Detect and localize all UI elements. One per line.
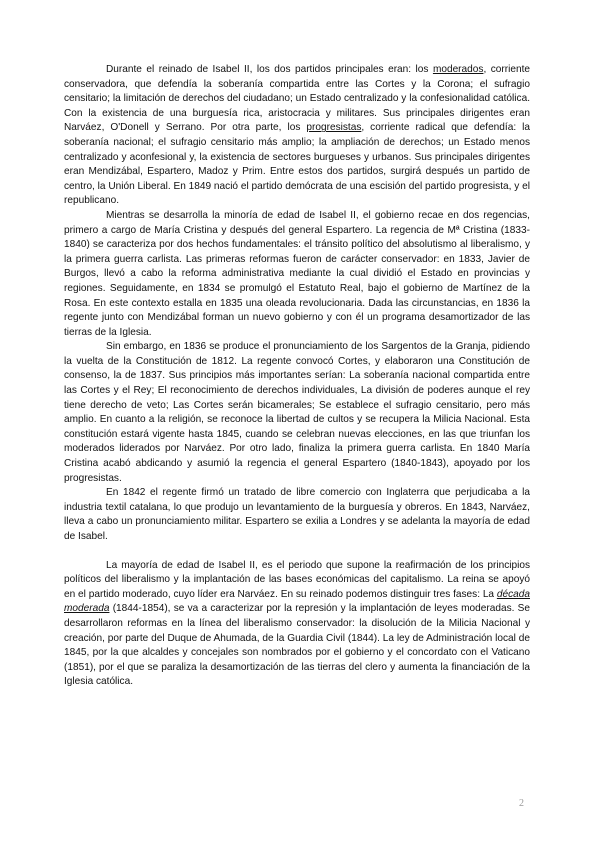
paragraph-parties: Durante el reinado de Isabel II, los dos partidos principales eran: los moderados, corriente conservadora, que defendía la soberanía compartida entre las Cortes y la Corona; el sufragio censitario; la limitación de derechos del ciudadano; un Estado centralizado y la confesionalidad católica. Con la existencia de una burguesía rica, aristocracia y militares. Sus principales dirigentes eran Narváez, O'Donell y Serrano. Por otra parte, los progresistas, corriente radical que defendía: la soberanía nacional; el sufragio censitario más amplio; la ampliación de derechos; un Estado menos centralizado y aconfesional y, la existencia de sectores burgueses y urbanos. Sus principales dirigentes eran Mendizábal, Espartero, Madoz y Prim. Entre estos dos partidos, surgirá después un partido de centro, la Unión Liberal. En 1849 nació el partido demócrata de una escisión del partido progresista, y el republicano. [64,64,530,207]
term-moderados: moderados [432,64,484,75]
term-decada-moderada: década moderada [64,588,530,615]
term-progresistas: progresistas [306,122,362,134]
paragraph-regencies: Mientras se desarrolla la minoría de edad de Isabel II, el gobierno recae en dos regencias, primero a cargo de María Cristina y después del general Espartero. La regencia de Mª Cristina (1833-1840) se caracteriza por dos hechos fundamentales: el tránsito político del absolutismo al liberalismo, y la primera guerra carlista. Las primeras reformas fueron de carácter conservador: en 1833, Javier de Burgos, llevó a cabo la reforma administrativa mediante la cual dividió el Estado en provincias y regiones. Seguidamente, en 1834 se promulgó el Estatuto Real, bajo el gobierno de Martínez de la Rosa. En este contexto estalla en 1835 una oleada revolucionaria. Dada las circunstancias, en 1836 la regente junto con Mendizábal forman un nuevo gobierno y con él un programa desamortizador de las tierras de la Iglesia. [64,209,530,338]
paragraph-mayoria-de-edad: La mayoría de edad de Isabel II, es el periodo que supone la reafirmación de los principios políticos del liberalismo y la implantación de las bases económicas del capitalismo. La reina se apoyó en el partido moderado, cuyo líder era Narváez. En su reinado podemos distinguir tres fases: La década moderada (1844-1854), se va a caracterizar por la represión y la implantación de leyes moderadas. Se desarrollaron reformas en la línea del liberalismo conservador: la disolución de la Milicia Nacional y creación, por parte del Duque de Ahumada, de la Guardia Civil (1844). La ley de Administración local de 1845, por la que alcaldes y concejales son nombrados por el gobierno y el concordato con el Vaticano (1851), por el que se paraliza la desamortización de las tierras del clero y aumenta la financiación de la Iglesia católica. [64,559,530,688]
paragraph-constitution-1837: Sin embargo, en 1836 se produce el pronunciamiento de los Sargentos de la Granja, pidiendo la vuelta de la Constitución de 1812. La regente convocó Cortes, y elaboraron una Constitución de consenso, la de 1837. Sus principios más importantes serían: La soberanía nacional compartida entre las Cortes y el Rey; El reconocimiento de derechos individuales, La división de poderes aunque el rey tiene derecho de veto; Las Cortes serán bicamerales; Se establece el sufragio censitario, pero más amplio. En cuanto a la religión, se reconoce la libertad de cultos y se recupera la Milicia Nacional. Esta constitución estará vigente hasta 1845, cuando se celebran nuevas elecciones, en las que triunfan los moderados liderados por Narváez. Por otro lado, finaliza la primera guerra carlista. En 1840 María Cristina acabó abdicando y asumió la regencia el general Espartero (1840-1843), apoyado por los progresistas. [64,341,530,484]
document-body [64,63,530,690]
paragraph-espartero: En 1842 el regente firmó un tratado de libre comercio con Inglaterra que perjudicaba a la industria textil catalana, lo que produjo un levantamiento de la burguesía y obreros. En 1843, Narváez, lleva a cabo un pronunciamiento militar. Espartero se exilia a Londres y se adelanta la mayoría de edad de Isabel. [64,487,530,542]
page-number: 2 [519,798,524,809]
paragraph-gap [64,545,530,559]
